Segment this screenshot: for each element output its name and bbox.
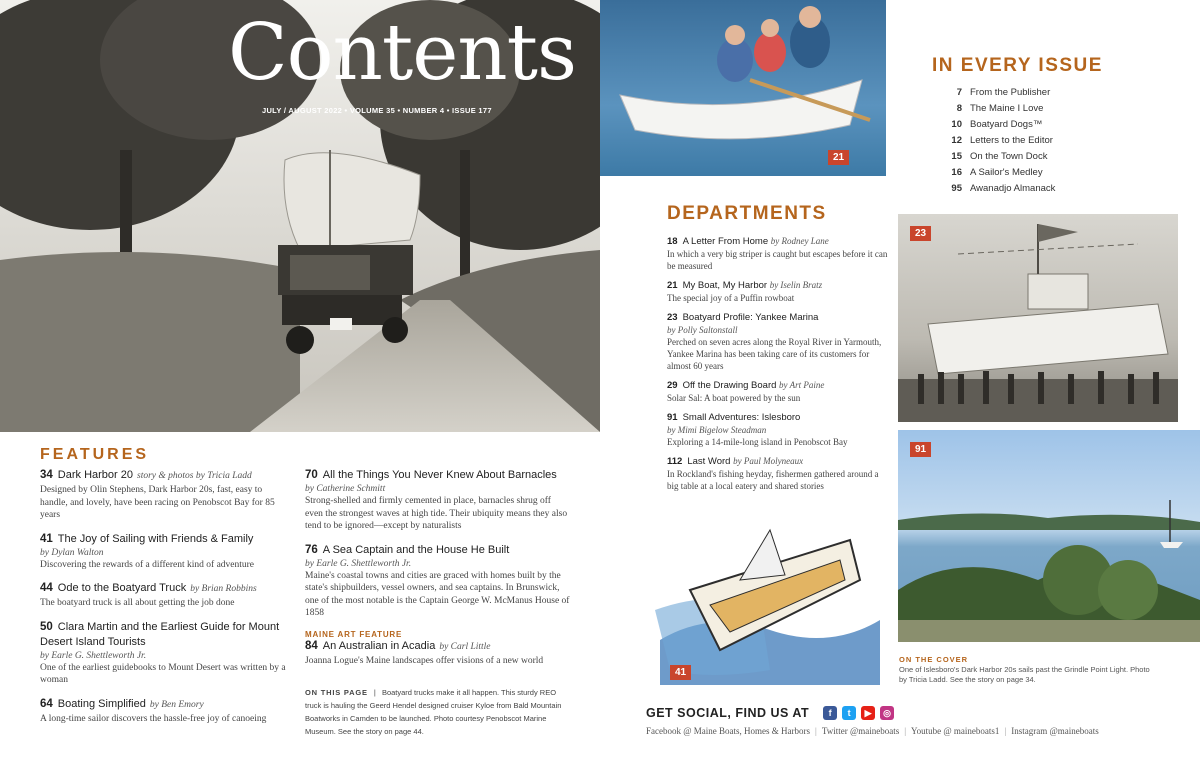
features-column-2 xyxy=(305,468,570,677)
entry-title: An Australian in Acadia xyxy=(322,639,436,652)
hero-photo-boatyard-truck xyxy=(0,0,600,432)
list-item[interactable] xyxy=(932,101,1192,117)
entry-author: by Paul Molyneaux xyxy=(733,456,804,466)
photo-rowboat xyxy=(600,0,886,176)
link-divider: | xyxy=(815,726,817,736)
on-this-page-caption xyxy=(305,686,565,738)
facebook-icon[interactable]: f xyxy=(823,706,837,720)
entry-author: by Art Paine xyxy=(779,380,825,390)
entry-title: Boating Simplified xyxy=(57,697,146,710)
features-heading: FEATURES xyxy=(40,446,150,463)
page-title: Contents xyxy=(228,8,576,98)
social-link-instagram[interactable]: Instagram @maineboats xyxy=(1011,726,1099,736)
entry-author: by Mimi Bigelow Steadman xyxy=(667,425,767,435)
photo-badge-page: 21 xyxy=(828,150,849,165)
entry-title: Off the Drawing Board xyxy=(682,380,777,391)
on-the-cover-caption xyxy=(899,655,1159,685)
page-number: 84 xyxy=(305,639,318,652)
caption-divider: | xyxy=(373,688,376,697)
department-entry[interactable] xyxy=(667,455,892,492)
page-number: 8 xyxy=(956,103,962,114)
page-number: 10 xyxy=(951,119,962,130)
item-title: On the Town Dock xyxy=(970,151,1048,162)
entry-description: In which a very big striper is caught but escapes before it can be measured xyxy=(667,249,888,271)
features-column-1 xyxy=(40,468,292,735)
entry-description: A long-time sailor discovers the hassle-free joy of canoeing xyxy=(40,713,267,724)
departments-section xyxy=(667,203,892,499)
page-number: 7 xyxy=(956,87,962,98)
entry-description: Exploring a 14-mile-long island in Penobscot Bay xyxy=(667,437,848,447)
feature-entry[interactable] xyxy=(40,697,292,726)
page-number: 44 xyxy=(40,582,53,594)
department-entry[interactable] xyxy=(667,235,892,272)
page-number: 76 xyxy=(305,543,318,556)
departments-heading: DEPARTMENTS xyxy=(667,203,827,224)
page-number: 15 xyxy=(951,151,962,162)
entry-description: One of the earliest guidebooks to Mount Desert was written by a woman xyxy=(40,662,286,685)
page-number: 16 xyxy=(951,167,962,178)
feature-entry[interactable] xyxy=(305,543,570,620)
photo-islesboro xyxy=(898,430,1200,642)
social-links xyxy=(646,726,1200,736)
entry-title: Boatyard Profile: Yankee Marina xyxy=(682,312,819,323)
page-number: 64 xyxy=(40,697,53,710)
in-every-issue-section xyxy=(932,55,1192,197)
entry-author: by Earle G. Shettleworth Jr. xyxy=(305,558,412,569)
caption-label: ON THE COVER xyxy=(899,655,969,664)
page-number: 50 xyxy=(40,620,53,633)
feature-entry[interactable] xyxy=(40,468,292,522)
social-link-twitter[interactable]: Twitter @maineboats xyxy=(821,726,900,736)
page-number: 23 xyxy=(667,312,678,323)
watercolor-illustration xyxy=(650,520,885,685)
list-item[interactable] xyxy=(932,117,1192,133)
feature-entry[interactable] xyxy=(305,630,570,668)
entry-description: Joanna Logue's Maine landscapes offer visions of a new world xyxy=(305,655,544,666)
entry-description: Strong-shelled and firmly cemented in place, barnacles shrug off even the strongest waves at high tide. Their ubiquity means they also tend to be ignored—except by naturalists xyxy=(305,496,568,531)
entry-author: by Brian Robbins xyxy=(190,584,257,594)
entry-author: by Iselin Bratz xyxy=(769,280,823,290)
entry-description: Discovering the rewards of a different kind of adventure xyxy=(40,559,255,570)
entry-title: The Joy of Sailing with Friends & Family xyxy=(57,532,254,545)
entry-title: Small Adventures: Islesboro xyxy=(682,412,801,423)
entry-title: My Boat, My Harbor xyxy=(682,280,768,291)
list-item[interactable] xyxy=(932,133,1192,149)
department-entry[interactable] xyxy=(667,411,892,448)
entry-title: Ode to the Boatyard Truck xyxy=(57,582,187,594)
entry-description: The boatyard truck is all about getting the job done xyxy=(40,598,235,608)
feature-entry[interactable] xyxy=(305,468,570,533)
entry-author: story & photos by Tricia Ladd xyxy=(137,471,252,481)
list-item[interactable] xyxy=(932,85,1192,101)
page-number: 12 xyxy=(951,135,962,146)
item-title: Boatyard Dogs™ xyxy=(970,119,1043,130)
entry-title: Last Word xyxy=(687,456,731,467)
list-item[interactable] xyxy=(932,165,1192,181)
entry-author: by Catherine Schmitt xyxy=(305,484,386,494)
entry-title: All the Things You Never Knew About Barnacles xyxy=(322,469,557,481)
entry-author: by Polly Saltonstall xyxy=(667,325,738,335)
maine-art-feature-label: MAINE ART FEATURE xyxy=(305,629,403,639)
photo-badge-page: 41 xyxy=(670,665,691,680)
item-title: A Sailor's Medley xyxy=(970,167,1043,178)
department-entry[interactable] xyxy=(667,311,892,372)
page-number: 70 xyxy=(305,469,318,481)
entry-author: by Rodney Lane xyxy=(770,236,829,246)
caption-text: One of Islesboro's Dark Harbor 20s sails past the Grindle Point Light. Photo by Tricia Ladd. See the story on page 34. xyxy=(899,665,1150,684)
feature-entry[interactable] xyxy=(40,581,292,610)
item-title: From the Publisher xyxy=(970,87,1051,98)
entry-author: by Ben Emory xyxy=(149,699,204,710)
twitter-icon[interactable]: t xyxy=(842,706,856,720)
page-number: 95 xyxy=(951,183,962,194)
entry-title: A Letter From Home xyxy=(682,236,769,247)
feature-entry[interactable] xyxy=(40,532,292,572)
social-heading: GET SOCIAL, FIND US AT xyxy=(646,706,810,720)
page-number: 41 xyxy=(40,532,53,545)
photo-boat-launch xyxy=(898,214,1178,422)
caption-text: Boatyard trucks make it all happen. This sturdy REO truck is hauling the Geerd Hendel designed cruiser Kyloe from Bald Mountain Boatworks in Camden to be launched. Photo courtesy Penobscot Marine Museum. See the story on page 44. xyxy=(305,688,562,736)
photo-badge-page: 91 xyxy=(910,442,931,457)
entry-description: Designed by Olin Stephens, Dark Harbor 20s, fast, easy to handle, and lovely, have been racing on Penobscot Bay for 85 years xyxy=(40,485,275,520)
page-number: 112 xyxy=(667,456,683,467)
item-title: Letters to the Editor xyxy=(970,135,1053,146)
department-entry[interactable] xyxy=(667,379,892,404)
entry-description: Solar Sal: A boat powered by the sun xyxy=(667,393,801,403)
feature-entry[interactable] xyxy=(40,620,292,687)
page-number: 29 xyxy=(667,380,678,391)
page-number: 34 xyxy=(40,469,53,481)
entry-description: Perched on seven acres along the Royal River in Yarmouth, Yankee Marina has been taking care of its customers for almost 60 years xyxy=(667,337,882,371)
entry-author: by Carl Little xyxy=(439,641,491,652)
social-link-facebook[interactable]: Facebook @ Maine Boats, Homes & Harbors xyxy=(646,726,811,736)
entry-title: Dark Harbor 20 xyxy=(57,469,133,481)
item-title: The Maine I Love xyxy=(970,103,1044,114)
list-item[interactable] xyxy=(932,181,1192,197)
entry-title: A Sea Captain and the House He Built xyxy=(322,543,510,556)
youtube-icon[interactable]: ▶ xyxy=(861,706,875,720)
social-section xyxy=(646,706,1200,736)
issue-info: JULY / AUGUST 2022 • VOLUME 35 • NUMBER 4 • ISSUE 177 xyxy=(262,106,492,115)
entry-author: by Dylan Walton xyxy=(40,547,104,558)
page-number: 91 xyxy=(667,412,678,423)
entry-description: The special joy of a Puffin rowboat xyxy=(667,293,795,303)
social-link-youtube[interactable]: Youtube @ maineboats1 xyxy=(911,726,1000,736)
department-entry[interactable] xyxy=(667,279,892,304)
link-divider: | xyxy=(904,726,907,736)
entry-title: Clara Martin and the Earliest Guide for Mount Desert Island Tourists xyxy=(40,620,280,648)
entry-description: Maine's coastal towns and cities are graced with homes built by the state's shipbuilders, vessel owners, and sea captains. In Brunswick, one of the most notable is the Captain George W. McManus House of 1858 xyxy=(305,570,570,618)
entry-author: by Earle G. Shettleworth Jr. xyxy=(40,650,147,661)
entry-description: In Rockland's fishing heyday, fishermen gathered around a big table at a local eatery and shared stories xyxy=(667,469,879,491)
item-title: Awanadjo Almanack xyxy=(970,183,1056,194)
page-number: 18 xyxy=(667,236,678,247)
photo-badge-page: 23 xyxy=(910,226,931,241)
link-divider: | xyxy=(1004,726,1007,736)
islesboro-illustration xyxy=(898,430,1200,642)
in-every-issue-list xyxy=(932,85,1192,197)
launch-illustration xyxy=(898,214,1178,422)
instagram-icon[interactable]: ◎ xyxy=(880,706,894,720)
in-every-issue-heading: IN EVERY ISSUE xyxy=(932,55,1103,76)
list-item[interactable] xyxy=(932,149,1192,165)
caption-label: ON THIS PAGE xyxy=(305,688,368,697)
page-number: 21 xyxy=(667,280,678,291)
photo-watercolor-boat xyxy=(650,520,885,685)
